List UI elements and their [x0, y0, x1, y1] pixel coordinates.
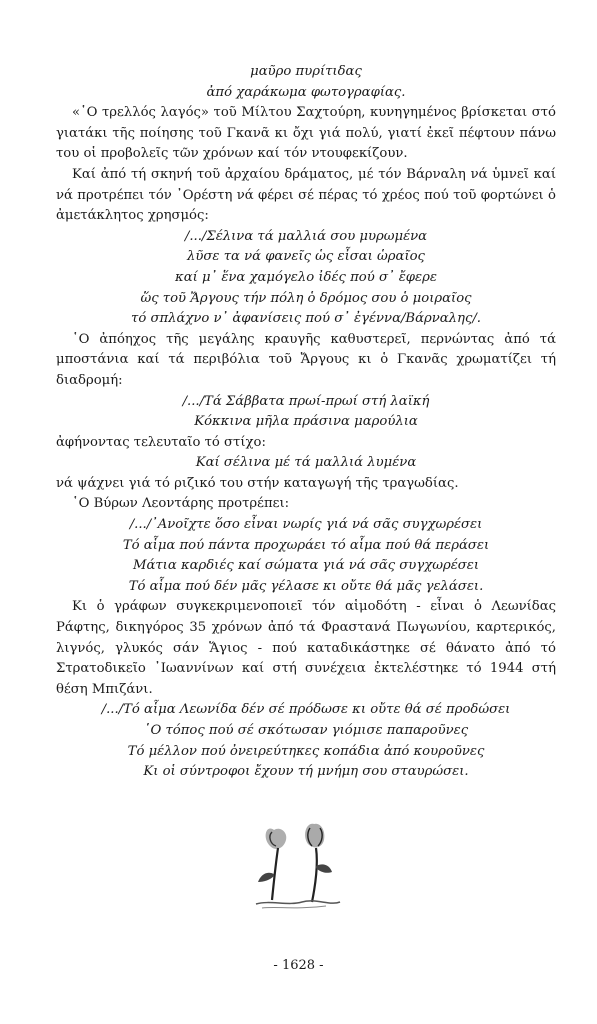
- verse-line: /.../Τό αἷμα Λεωνίδα δέν σέ πρόδωσε κι οὔτε θά σέ προδώσει: [101, 702, 511, 718]
- verse-line: Τό αἷμα πού δέν μᾶς γέλασε κι οὔτε θά μᾶς γελάσει.: [128, 578, 484, 594]
- verse-line: Τό μέλλον πού ὀνειρεύτηκες κοπάδια ἀπό κουροῦνες: [127, 743, 485, 759]
- verse-line: Τό αἷμα πού πάντα προχωράει τό αἷμα πού θά περάσει: [122, 537, 490, 553]
- verse-line: λῦσε τα νά φανεῖς ὡς εἶσαι ὡραῖος: [187, 249, 425, 265]
- verse-line: καί μ᾿ ἕνα χαμόγελο ἰδές πού σ᾿ ἔφερε: [175, 269, 437, 285]
- verse-varnalis: [56, 227, 556, 330]
- paragraph-1: «῾Ο τρελλός λαγός» τοῦ Μίλτου Σαχτούρη, κυνηγημένος βρίσκεται στό γιατάκι τῆς ποίησης τοῦ Γκανᾶ κι ὄχι γιά πολύ, γιατί ἐκεῖ πέφτουν πάνω του οἱ προβολεῖς τῶν χρόνων καί τόν ντουφεκίζουν.: [56, 105, 556, 162]
- verse-ganas-last: [56, 453, 556, 474]
- verse-line: Μάτια καρδιές καί σώματα γιά νά σᾶς συγχωρέσει: [132, 558, 480, 574]
- verse-line: τό σπλάχνο ν᾿ ἀφανίσεις πού σ᾿ ἐγέννα/Βάρναλης/.: [131, 311, 481, 327]
- flower-right-icon: [305, 824, 332, 902]
- verse-line: ῾Ο τόπος πού σέ σκότωσαν γιόμισε παπαροῦνες: [143, 723, 469, 738]
- paragraph-2: Καί ἀπό τή σκηνή τοῦ ἀρχαίου δράματος, μέ τόν Βάρναλη νά ὑμνεῖ καί νά προτρέπει τόν ᾿Ορέστη νά φέρει σέ πέρας τό χρέος πού τοῦ φορτώνει ὁ ἀμετάκλητος χρησμός:: [56, 166, 556, 224]
- verse-line: Κι οἱ σύντροφοι ἔχουν τή μνήμη σου σταυρώσει.: [143, 764, 469, 780]
- verse-line: /.../Τά Σάββατα πρωί-πρωί στή λαϊκή: [182, 393, 430, 409]
- page-body: [56, 62, 556, 783]
- page-number: - 1628 -: [273, 958, 324, 973]
- opening-line-2: ἀπό χαράκωμα φωτογραφίας.: [206, 84, 406, 100]
- flower-left-icon: [258, 829, 286, 900]
- verse-line: Κόκκινα μῆλα πράσινα μαρούλια: [194, 414, 418, 430]
- opening-line-1: μαῦρο πυρίτιδας: [250, 64, 362, 79]
- verse-line: /.../᾿Ανοῖχτε ὅσο εἶναι νωρίς γιά νά σᾶς συγχωρέσει: [129, 517, 483, 533]
- paragraph-4: ἀφήνοντας τελευταῖο τό στίχο:: [56, 434, 266, 450]
- paragraph-5: νά ψάχνει γιά τό ριζικό του στήν καταγωγή τῆς τραγωδίας.: [56, 475, 459, 491]
- verse-line: /.../Σέλινα τά μαλλιά σου μυρωμένα: [184, 228, 428, 244]
- verse-leonidas: [56, 700, 556, 782]
- paragraph-7: Κι ὁ γράφων συγκεκριμενοποιεῖ τόν αἱμοδότη - εἶναι ὁ Λεωνίδας Ράφτης, δικηγόρος 35 χρόνων ἀπό τά Φραστανά Πωγωνίου, καρτερικός, λιγνός, γλυκός σάν Ἅγιος - πού καταδικάστηκε σέ θάνατο ἀπό τό Στρατοδικεῖο ᾿Ιωαννίνων καί στή συνέχεια ἐκτελέστηκε τό 1944 στή θέση Μπιζάνι.: [56, 599, 556, 697]
- verse-line: Καί σέλινα μέ τά μαλλιά λυμένα: [195, 455, 417, 471]
- verse-line: ὥς τοῦ Ἄργους τήν πόλη ὁ δρόμος σου ὁ μοιραῖος: [140, 290, 472, 306]
- paragraph-6: ῾Ο Βύρων Λεοντάρης προτρέπει:: [72, 496, 290, 512]
- paragraph-3: ῾Ο ἀπόηχος τῆς μεγάλης κραυγῆς καθυστερεῖ, περνώντας ἀπό τά μποστάνια καί τά περιβόλια τοῦ Ἄργους κι ὁ Γκανᾶς χρωματίζει τή διαδρομή:: [56, 331, 556, 388]
- verse-ganas: [56, 392, 556, 433]
- verse-leontaris: [56, 515, 556, 597]
- flower-illustration: [236, 802, 356, 922]
